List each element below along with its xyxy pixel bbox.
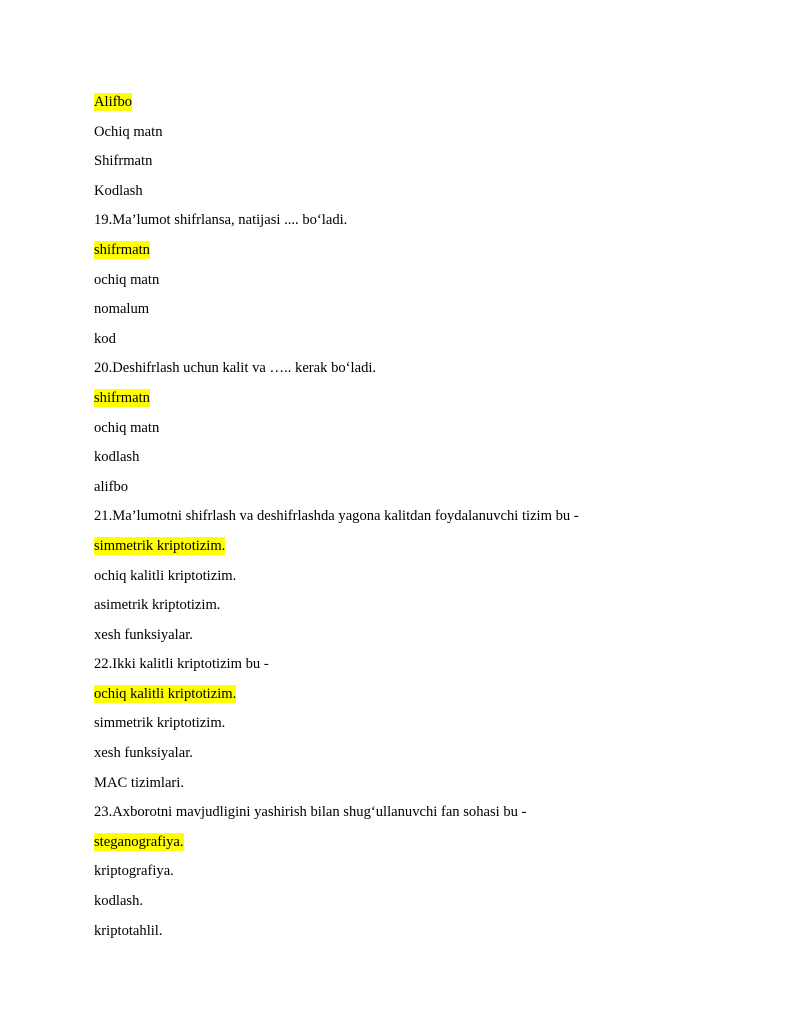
option-text: kod [94, 330, 116, 347]
option-text: Ochiq matn [94, 123, 163, 140]
option-text: simmetrik kriptotizim. [94, 715, 226, 732]
option-text: nomalum [94, 301, 150, 318]
option-line [94, 624, 734, 654]
question-text: 23.Axborotni mavjudligini yashirish bilan shug‘ullanuvchi fan sohasi bu - [94, 804, 527, 821]
option-text: kriptotahlil. [94, 922, 163, 939]
option-text: asimetrik kriptotizim. [94, 597, 221, 614]
answer-text: shifrmatn [94, 389, 150, 406]
answer-text: steganografiya. [94, 833, 184, 850]
answer-text: ochiq kalitli kriptotizim. [94, 685, 237, 702]
option-line [94, 269, 734, 299]
question-line [94, 357, 734, 387]
option-line [94, 328, 734, 358]
option-line [94, 180, 734, 210]
answer-line [94, 535, 734, 565]
option-line [94, 417, 734, 447]
option-line [94, 860, 734, 890]
option-line [94, 476, 734, 506]
option-text: xesh funksiyalar. [94, 626, 193, 643]
option-text: kriptografiya. [94, 863, 174, 880]
option-line [94, 712, 734, 742]
option-text: Shifrmatn [94, 153, 153, 170]
option-line [94, 890, 734, 920]
option-text: ochiq kalitli kriptotizim. [94, 567, 237, 584]
option-text: ochiq matn [94, 419, 160, 436]
answer-text: simmetrik kriptotizim. [94, 537, 226, 554]
answer-line [94, 91, 734, 121]
option-line [94, 121, 734, 151]
option-line [94, 772, 734, 802]
option-line [94, 565, 734, 595]
answer-line [94, 683, 734, 713]
option-text: kodlash. [94, 893, 144, 910]
option-text: MAC tizimlari. [94, 774, 184, 791]
option-line [94, 150, 734, 180]
answer-line [94, 387, 734, 417]
question-text: 21.Ma’lumotni shifrlash va deshifrlashda yagona kalitdan foydalanuvchi tizim bu - [94, 508, 579, 525]
option-line [94, 298, 734, 328]
answer-text: shifrmatn [94, 241, 150, 258]
document-page [94, 91, 734, 949]
question-line [94, 209, 734, 239]
option-line [94, 920, 734, 950]
option-text: alifbo [94, 478, 129, 495]
question-text: 22.Ikki kalitli kriptotizim bu - [94, 656, 269, 673]
answer-line [94, 239, 734, 269]
option-text: xesh funksiyalar. [94, 745, 193, 762]
answer-line [94, 831, 734, 861]
question-text: 20.Deshifrlash uchun kalit va ….. kerak bo‘ladi. [94, 360, 377, 377]
option-line [94, 742, 734, 772]
question-line [94, 653, 734, 683]
answer-text: Alifbo [94, 94, 133, 110]
question-text: 19.Ma’lumot shifrlansa, natijasi .... bo‘ladi. [94, 212, 348, 229]
question-line [94, 505, 734, 535]
option-line [94, 446, 734, 476]
option-line [94, 594, 734, 624]
option-text: Kodlash [94, 182, 143, 199]
option-text: kodlash [94, 449, 140, 466]
question-line [94, 801, 734, 831]
option-text: ochiq matn [94, 271, 160, 288]
